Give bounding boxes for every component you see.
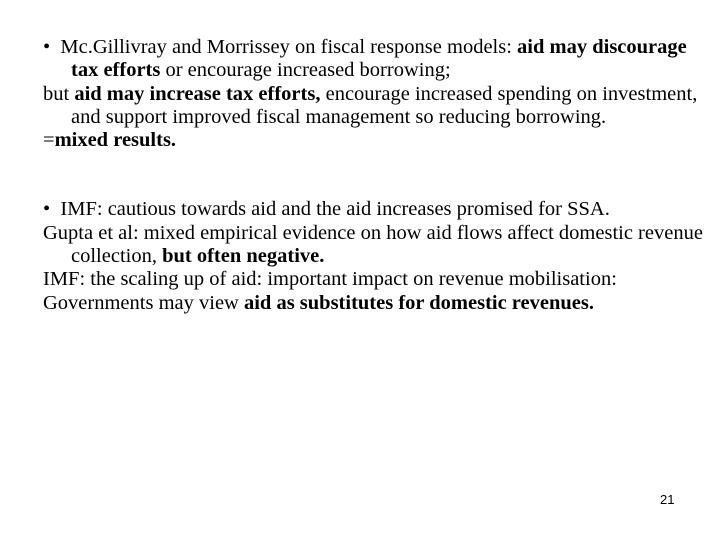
text-segment: Governments may view [43, 291, 244, 314]
paragraph-mixed-results [43, 129, 703, 152]
bold-text-segment: aid may discourage tax efforts [71, 36, 692, 82]
paragraph-aid-increase [43, 83, 703, 130]
text-segment: Gupta et al: mixed empirical evidence on how aid flows affect domestic revenue collection, [43, 221, 709, 268]
text-segment: IMF: the scaling up of aid: important impact on revenue mobilisation: [43, 268, 617, 291]
paragraph-spacer [43, 152, 703, 198]
bold-text-segment: aid as substitutes for domestic revenues. [243, 291, 594, 314]
bold-text-segment: aid may increase tax efforts, [74, 82, 321, 105]
text-segment: or encourage increased borrowing; [160, 59, 451, 82]
bold-text-segment: but often negative. [162, 245, 325, 268]
paragraph-imf-cautious [43, 198, 703, 221]
paragraph-gupta [43, 221, 709, 269]
text-segment: = [43, 129, 55, 152]
text-segment: • Mc.Gillivray and Morrissey on fiscal response models: [43, 36, 518, 58]
text-segment: encourage increased spending on investment, and support improved fiscal management so reducing borrowing. [71, 82, 703, 128]
paragraph-imf-scaling [43, 268, 703, 291]
text-segment: but [43, 82, 75, 105]
text-segment: • IMF: cautious towards aid and the aid increases promised for SSA. [43, 198, 610, 221]
paragraph-governments [43, 292, 703, 315]
paragraph-fiscal-response [43, 36, 703, 83]
page-number: 21 [660, 492, 675, 507]
slide-body [43, 36, 709, 315]
bold-text-segment: mixed results. [54, 129, 177, 152]
